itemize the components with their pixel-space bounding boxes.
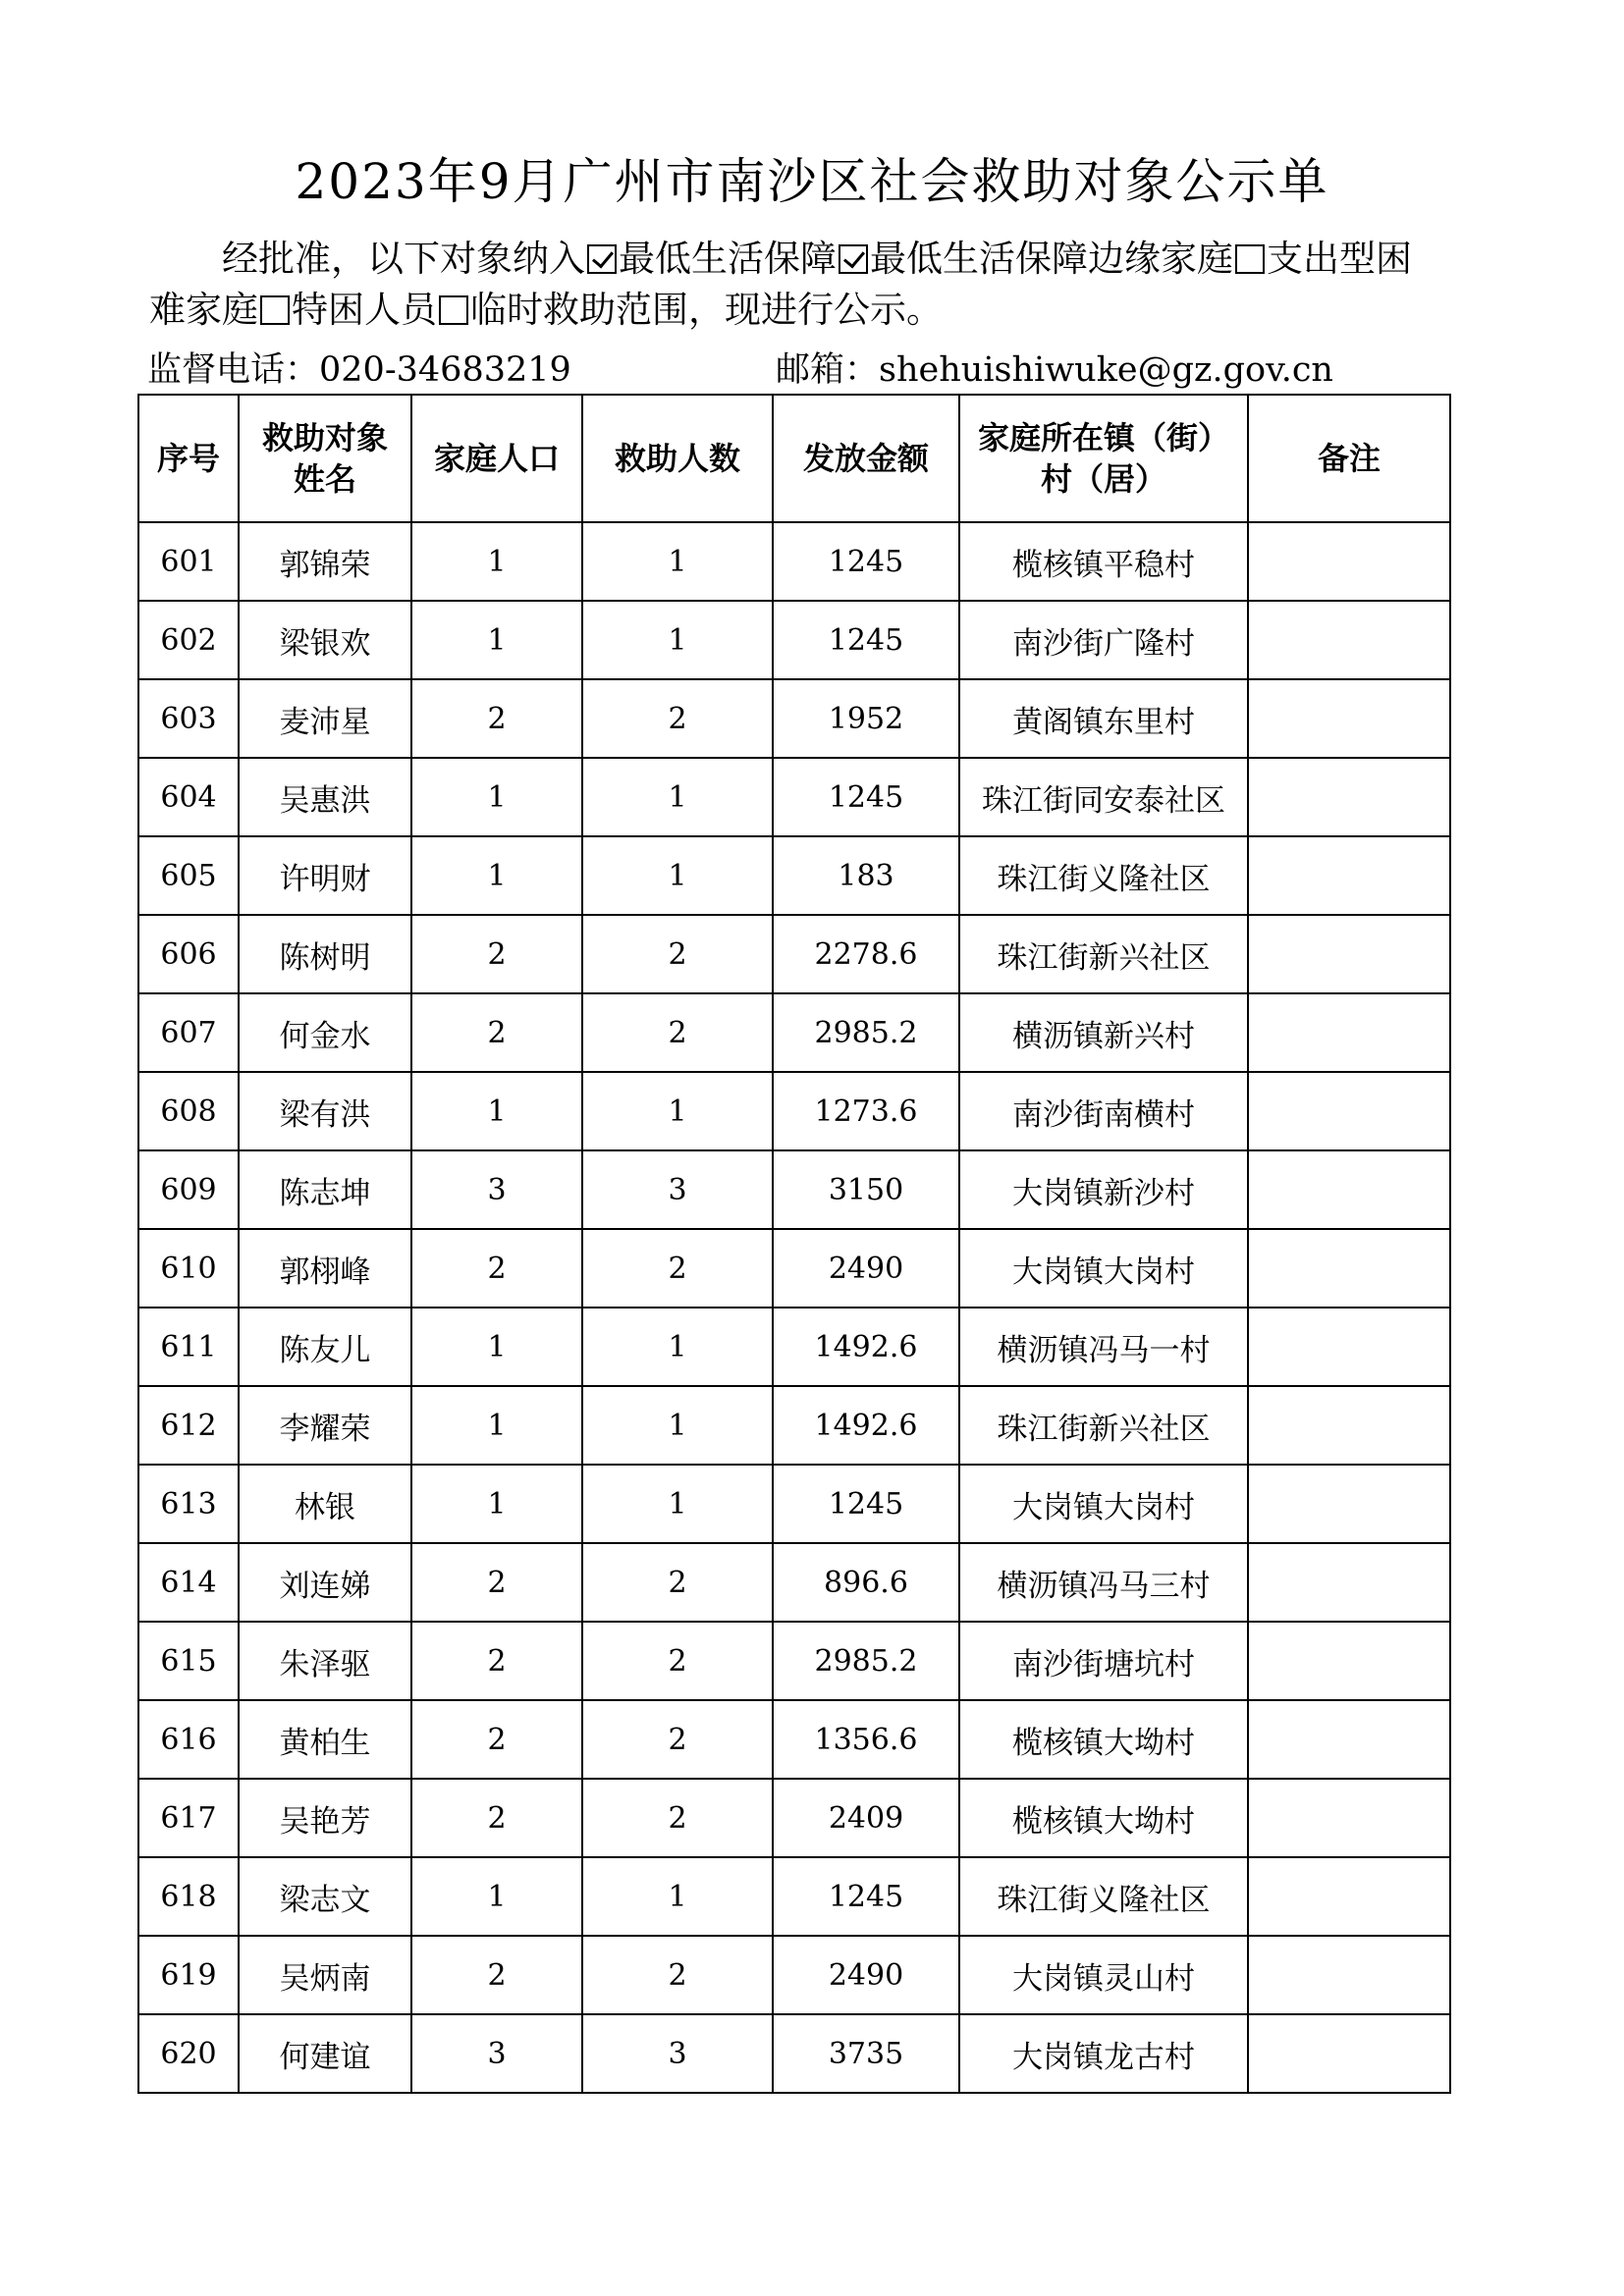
header-location: 家庭所在镇（街） 村（居） <box>959 395 1248 522</box>
cell-remarks <box>1248 601 1450 679</box>
table-row <box>138 679 1450 758</box>
cell-name: 吴艳芳 <box>239 1779 411 1857</box>
page-title: 2023年9月广州市南沙区社会救助对象公示单 <box>295 153 1329 210</box>
cell-household-size: 2 <box>411 915 582 993</box>
cell-remarks <box>1248 1072 1450 1150</box>
table-row <box>138 1072 1450 1150</box>
cell-amount: 2985.2 <box>773 1622 959 1700</box>
table-row <box>138 1857 1450 1936</box>
header-name: 救助对象 姓名 <box>239 395 411 522</box>
cell-location: 大岗镇龙古村 <box>959 2014 1248 2093</box>
table-row <box>138 915 1450 993</box>
cell-remarks <box>1248 1150 1450 1229</box>
cell-amount: 1492.6 <box>773 1386 959 1465</box>
cell-serial: 620 <box>138 2014 239 2093</box>
cell-aided-count: 2 <box>582 679 773 758</box>
cell-amount: 2490 <box>773 1229 959 1308</box>
table-row <box>138 836 1450 915</box>
cell-name: 吴惠洪 <box>239 758 411 836</box>
cell-amount: 1245 <box>773 1465 959 1543</box>
checkbox-icon-linshi <box>439 295 468 325</box>
table-row <box>138 2014 1450 2093</box>
cell-aided-count: 1 <box>582 1857 773 1936</box>
cell-household-size: 1 <box>411 1465 582 1543</box>
cell-household-size: 2 <box>411 1622 582 1700</box>
table-row <box>138 1229 1450 1308</box>
cell-serial: 606 <box>138 915 239 993</box>
cell-household-size: 1 <box>411 1857 582 1936</box>
cell-location: 珠江街新兴社区 <box>959 1386 1248 1465</box>
cell-household-size: 2 <box>411 1229 582 1308</box>
header-amount: 发放金额 <box>773 395 959 522</box>
cell-amount: 2409 <box>773 1779 959 1857</box>
email-address: shehuishiwuke@gz.gov.cn <box>879 350 1333 390</box>
cell-household-size: 1 <box>411 1386 582 1465</box>
cell-location: 珠江街义隆社区 <box>959 1857 1248 1936</box>
cell-name: 梁银欢 <box>239 601 411 679</box>
cell-serial: 603 <box>138 679 239 758</box>
cell-name: 梁有洪 <box>239 1072 411 1150</box>
cell-household-size: 2 <box>411 1779 582 1857</box>
cell-remarks <box>1248 1229 1450 1308</box>
cell-name: 陈志坤 <box>239 1150 411 1229</box>
cell-name: 陈友儿 <box>239 1308 411 1386</box>
cell-serial: 614 <box>138 1543 239 1622</box>
cell-household-size: 1 <box>411 1072 582 1150</box>
cell-location: 大岗镇灵山村 <box>959 1936 1248 2014</box>
cell-serial: 602 <box>138 601 239 679</box>
cell-location: 珠江街新兴社区 <box>959 915 1248 993</box>
cell-name: 何建谊 <box>239 2014 411 2093</box>
checkbox-icon-dibao-bianyuan <box>839 244 868 274</box>
cell-remarks <box>1248 679 1450 758</box>
table-row <box>138 1936 1450 2014</box>
checkbox-icon-zhichuxing <box>1235 244 1265 274</box>
cell-name: 陈树明 <box>239 915 411 993</box>
header-serial: 序号 <box>138 395 239 522</box>
table-body <box>138 522 1450 2093</box>
intro-paragraph <box>149 234 1445 336</box>
cell-amount: 3735 <box>773 2014 959 2093</box>
table-row <box>138 1386 1450 1465</box>
cell-location: 珠江街义隆社区 <box>959 836 1248 915</box>
cell-aided-count: 1 <box>582 1386 773 1465</box>
cell-aided-count: 2 <box>582 1700 773 1779</box>
cell-amount: 1356.6 <box>773 1700 959 1779</box>
cell-household-size: 2 <box>411 1936 582 2014</box>
cell-serial: 618 <box>138 1857 239 1936</box>
cell-aided-count: 2 <box>582 1229 773 1308</box>
table-row <box>138 1308 1450 1386</box>
cell-serial: 608 <box>138 1072 239 1150</box>
cell-aided-count: 1 <box>582 1072 773 1150</box>
cell-aided-count: 2 <box>582 1622 773 1700</box>
cell-serial: 611 <box>138 1308 239 1386</box>
cell-aided-count: 2 <box>582 1936 773 2014</box>
cell-serial: 615 <box>138 1622 239 1700</box>
cell-location: 黄阁镇东里村 <box>959 679 1248 758</box>
cell-location: 榄核镇大坳村 <box>959 1779 1248 1857</box>
checkbox-icon-dibao <box>587 244 617 274</box>
table-row <box>138 993 1450 1072</box>
cell-location: 大岗镇大岗村 <box>959 1229 1248 1308</box>
cell-household-size: 2 <box>411 679 582 758</box>
cell-aided-count: 1 <box>582 1308 773 1386</box>
cell-amount: 2278.6 <box>773 915 959 993</box>
supervision-phone <box>147 346 571 395</box>
table-row <box>138 1779 1450 1857</box>
cell-remarks <box>1248 522 1450 601</box>
cell-amount: 1273.6 <box>773 1072 959 1150</box>
cell-aided-count: 1 <box>582 758 773 836</box>
email-label: 邮箱： <box>776 350 880 390</box>
cell-remarks <box>1248 758 1450 836</box>
cell-amount: 1492.6 <box>773 1308 959 1386</box>
option-label-zhichuxing: 支出型困难家庭 <box>149 238 1412 331</box>
cell-household-size: 2 <box>411 1700 582 1779</box>
cell-aided-count: 3 <box>582 2014 773 2093</box>
cell-name: 朱泽驱 <box>239 1622 411 1700</box>
cell-aided-count: 2 <box>582 1779 773 1857</box>
cell-amount: 2985.2 <box>773 993 959 1072</box>
cell-name: 梁志文 <box>239 1857 411 1936</box>
cell-name: 何金水 <box>239 993 411 1072</box>
cell-location: 榄核镇平稳村 <box>959 522 1248 601</box>
cell-aided-count: 2 <box>582 993 773 1072</box>
option-label-tekun: 特困人员 <box>292 289 437 331</box>
option-label-dibao: 最低生活保障 <box>619 238 837 280</box>
cell-aided-count: 1 <box>582 836 773 915</box>
cell-household-size: 3 <box>411 2014 582 2093</box>
cell-amount: 2490 <box>773 1936 959 2014</box>
cell-remarks <box>1248 1308 1450 1386</box>
phone-number: 020-34683219 <box>319 350 571 390</box>
cell-serial: 616 <box>138 1700 239 1779</box>
table-header-row <box>138 395 1450 522</box>
table-row <box>138 1150 1450 1229</box>
cell-name: 刘连娣 <box>239 1543 411 1622</box>
cell-amount: 1245 <box>773 522 959 601</box>
cell-amount: 896.6 <box>773 1543 959 1622</box>
cell-name: 吴炳南 <box>239 1936 411 2014</box>
table-row <box>138 601 1450 679</box>
cell-location: 横沥镇冯马一村 <box>959 1308 1248 1386</box>
cell-amount: 1245 <box>773 601 959 679</box>
cell-serial: 617 <box>138 1779 239 1857</box>
cell-remarks <box>1248 1386 1450 1465</box>
cell-name: 林银 <box>239 1465 411 1543</box>
cell-location: 大岗镇大岗村 <box>959 1465 1248 1543</box>
cell-remarks <box>1248 1622 1450 1700</box>
option-label-dibao-bianyuan: 最低生活保障边缘家庭 <box>870 238 1233 280</box>
cell-household-size: 2 <box>411 993 582 1072</box>
cell-serial: 613 <box>138 1465 239 1543</box>
supervision-email <box>776 346 1333 395</box>
option-label-linshi: 临时救助 <box>470 289 616 331</box>
table-row <box>138 758 1450 836</box>
cell-name: 郭锦荣 <box>239 522 411 601</box>
cell-household-size: 2 <box>411 1543 582 1622</box>
cell-serial: 612 <box>138 1386 239 1465</box>
cell-serial: 607 <box>138 993 239 1072</box>
cell-location: 大岗镇新沙村 <box>959 1150 1248 1229</box>
cell-remarks <box>1248 836 1450 915</box>
cell-location: 横沥镇新兴村 <box>959 993 1248 1072</box>
cell-serial: 619 <box>138 1936 239 2014</box>
table-row <box>138 1465 1450 1543</box>
cell-serial: 605 <box>138 836 239 915</box>
header-household-size: 家庭人口 <box>411 395 582 522</box>
cell-aided-count: 2 <box>582 915 773 993</box>
cell-household-size: 1 <box>411 1308 582 1386</box>
cell-name: 李耀荣 <box>239 1386 411 1465</box>
cell-location: 榄核镇大坳村 <box>959 1700 1248 1779</box>
cell-amount: 1245 <box>773 758 959 836</box>
cell-serial: 610 <box>138 1229 239 1308</box>
cell-location: 南沙街南横村 <box>959 1072 1248 1150</box>
intro-prefix: 经批准，以下对象纳入 <box>222 238 585 280</box>
header-aided-count: 救助人数 <box>582 395 773 522</box>
cell-remarks <box>1248 1936 1450 2014</box>
cell-remarks <box>1248 1543 1450 1622</box>
cell-aided-count: 1 <box>582 601 773 679</box>
table-row <box>138 1700 1450 1779</box>
cell-name: 麦沛星 <box>239 679 411 758</box>
header-remarks: 备注 <box>1248 395 1450 522</box>
cell-household-size: 1 <box>411 758 582 836</box>
cell-remarks <box>1248 1857 1450 1936</box>
cell-household-size: 1 <box>411 836 582 915</box>
cell-amount: 1245 <box>773 1857 959 1936</box>
cell-remarks <box>1248 1465 1450 1543</box>
cell-remarks <box>1248 1700 1450 1779</box>
cell-location: 珠江街同安泰社区 <box>959 758 1248 836</box>
cell-household-size: 1 <box>411 522 582 601</box>
cell-location: 横沥镇冯马三村 <box>959 1543 1248 1622</box>
cell-aided-count: 2 <box>582 1543 773 1622</box>
cell-aided-count: 3 <box>582 1150 773 1229</box>
cell-name: 许明财 <box>239 836 411 915</box>
cell-amount: 1952 <box>773 679 959 758</box>
cell-serial: 604 <box>138 758 239 836</box>
intro-suffix: 范围，现进行公示。 <box>616 289 943 331</box>
cell-aided-count: 1 <box>582 522 773 601</box>
cell-remarks <box>1248 993 1450 1072</box>
cell-household-size: 3 <box>411 1150 582 1229</box>
cell-location: 南沙街塘坑村 <box>959 1622 1248 1700</box>
assistance-roster-table <box>137 394 1451 2094</box>
cell-amount: 183 <box>773 836 959 915</box>
cell-location: 南沙街广隆村 <box>959 601 1248 679</box>
table-row <box>138 1622 1450 1700</box>
cell-serial: 601 <box>138 522 239 601</box>
table-row <box>138 522 1450 601</box>
cell-name: 郭栩峰 <box>239 1229 411 1308</box>
cell-household-size: 1 <box>411 601 582 679</box>
cell-serial: 609 <box>138 1150 239 1229</box>
cell-remarks <box>1248 1779 1450 1857</box>
table-row <box>138 1543 1450 1622</box>
cell-name: 黄柏生 <box>239 1700 411 1779</box>
phone-label: 监督电话： <box>147 350 320 390</box>
checkbox-icon-tekun <box>260 295 290 325</box>
cell-remarks <box>1248 915 1450 993</box>
cell-aided-count: 1 <box>582 1465 773 1543</box>
cell-remarks <box>1248 2014 1450 2093</box>
cell-amount: 3150 <box>773 1150 959 1229</box>
